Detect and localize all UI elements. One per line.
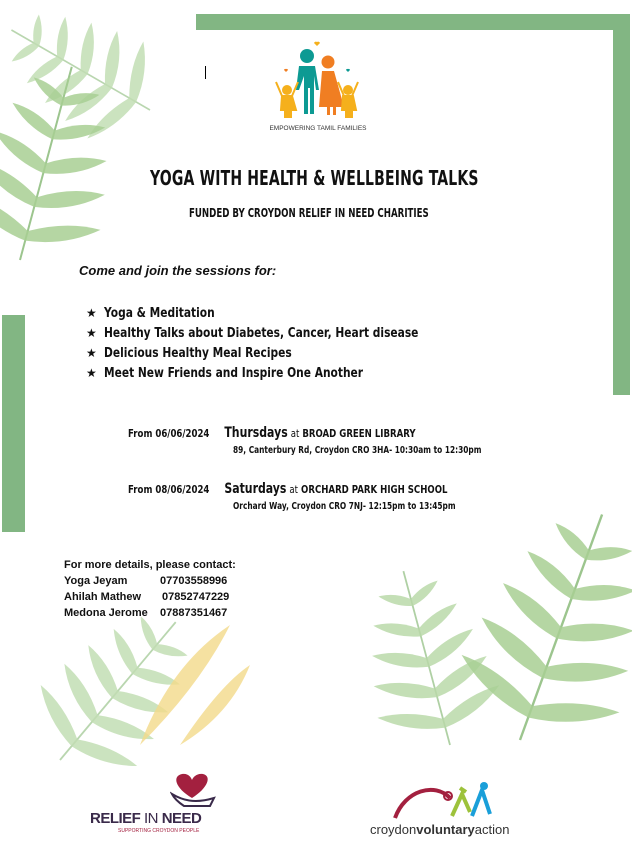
list-item: ★ Delicious Healthy Meal Recipes <box>86 345 292 361</box>
logo-tagline: EMPOWERING TAMIL FAMILIES <box>269 125 367 132</box>
croydon-voluntary-action-logo: croydonvoluntaryaction <box>370 780 530 840</box>
text-cursor <box>205 66 206 79</box>
session-1-line: From 06/06/2024 Thursdays at BROAD GREEN LIBRARY <box>128 425 416 441</box>
contact-row: Medona Jerome 07887351467 <box>64 607 228 619</box>
contact-row: Ahilah Mathew 07852747229 <box>64 591 230 603</box>
star-icon: ★ <box>86 346 97 360</box>
frame-left-bar <box>2 315 25 532</box>
activities-list <box>86 303 487 383</box>
empowering-tamil-families-logo <box>260 40 380 135</box>
session-1-address: 89, Canterbury Rd, Croydon CRO 3HA- 10:30am to 12:30pm <box>233 445 482 456</box>
contact-heading: For more details, please contact: <box>64 559 236 571</box>
session-2-address: Orchard Way, Croydon CRO 7NJ- 12:15pm to 13:45pm <box>233 501 456 512</box>
relief-in-need-logo: RELIEF IN NEED SUPPORTING CROYDON PEOPLE <box>90 772 220 834</box>
frame-right-bar <box>613 14 630 395</box>
list-item: ★ Meet New Friends and Inspire One Another <box>86 365 364 381</box>
contact-row: Yoga Jeyam 07703558996 <box>64 575 228 587</box>
contact-block <box>64 557 236 621</box>
list-item: ★ Healthy Talks about Diabetes, Cancer, Heart disease <box>86 325 419 341</box>
session-2-line: From 08/06/2024 Saturdays at ORCHARD PARK HIGH SCHOOL <box>128 481 448 497</box>
star-icon: ★ <box>86 306 97 320</box>
intro-text: Come and join the sessions for: <box>79 263 277 278</box>
list-item: ★ Yoga & Meditation <box>86 305 215 321</box>
star-icon: ★ <box>86 366 97 380</box>
star-icon: ★ <box>86 326 97 340</box>
page-title: YOGA WITH HEALTH & WELLBEING TALKS <box>150 166 479 190</box>
frame-top-bar <box>196 14 630 30</box>
page-subtitle: FUNDED BY CROYDON RELIEF IN NEED CHARITIES <box>189 206 429 220</box>
